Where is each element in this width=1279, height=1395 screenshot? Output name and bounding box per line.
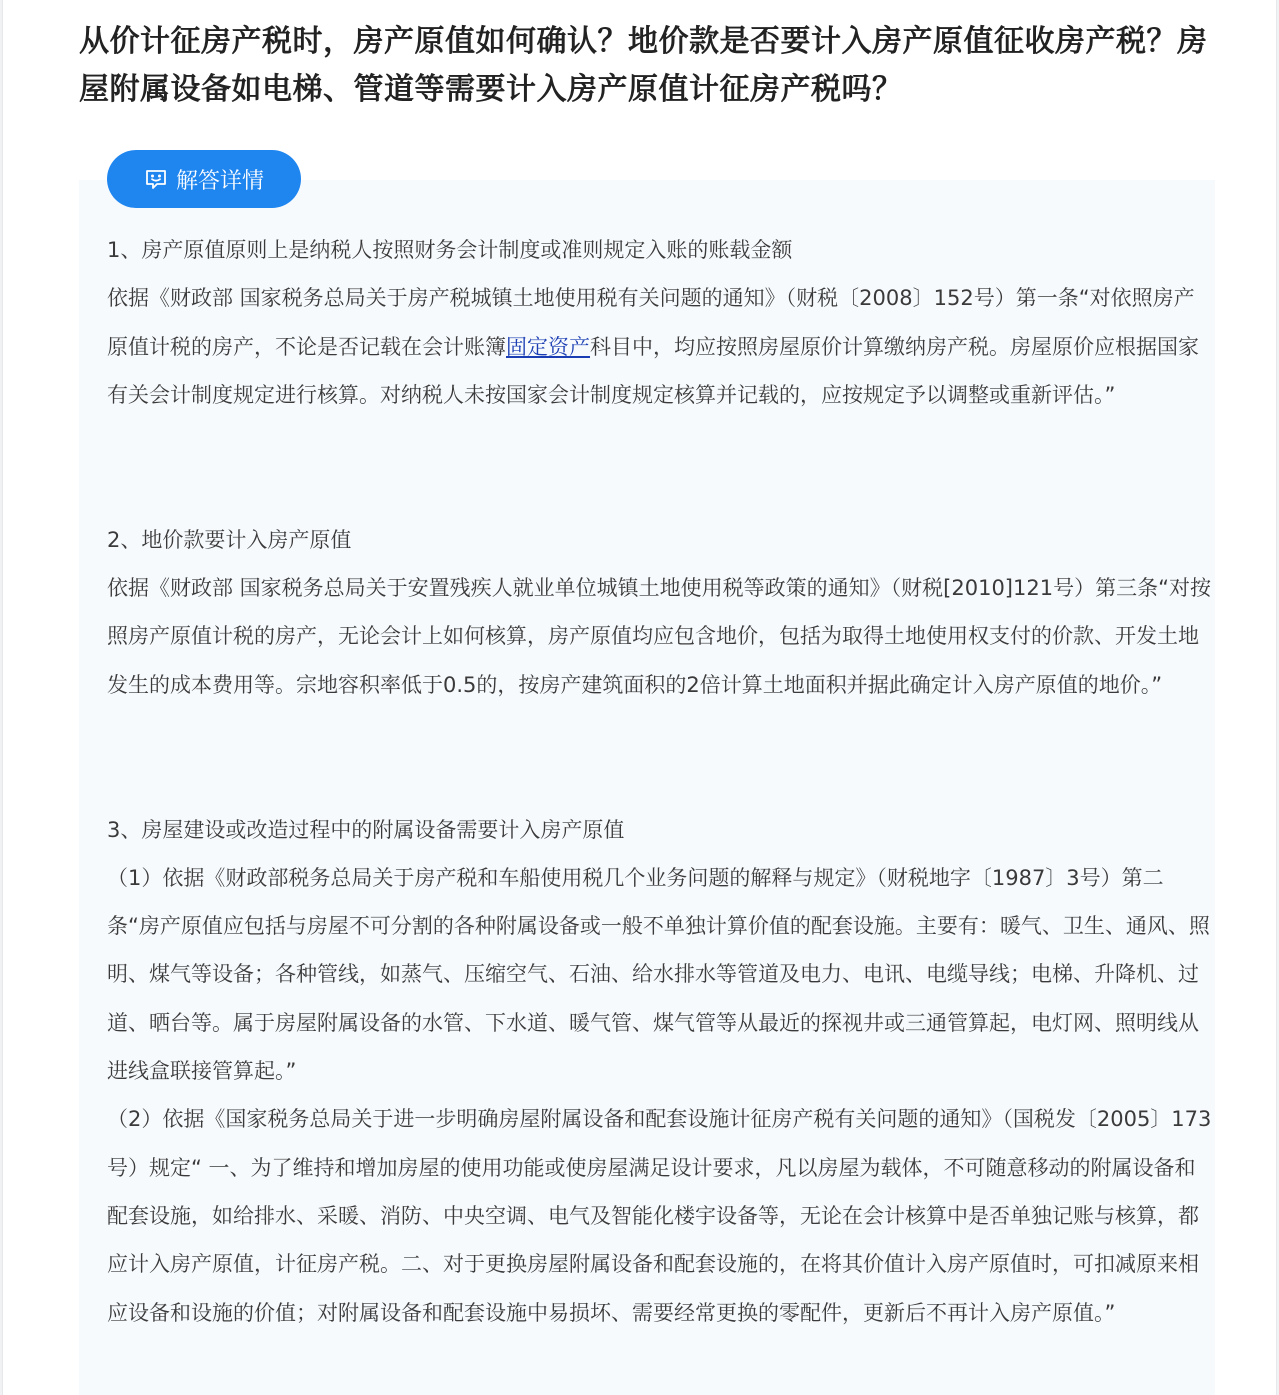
fixed-assets-link[interactable]: 固定资产 — [506, 334, 590, 359]
blank-line — [107, 467, 1213, 515]
blank-line — [107, 419, 1213, 467]
answer-content — [107, 226, 1213, 1337]
question-title: 从价计征房产税时，房产原值如何确认？地价款是否要计入房产原值征收房产税？房屋附属设备如电梯、管道等需要计入房产原值计征房产税吗？ — [79, 24, 1208, 107]
answer-detail-tab[interactable] — [107, 150, 301, 208]
page — [2, 0, 1277, 1395]
section-3-paragraph-2: （2）依据《国家税务总局关于进一步明确房屋附属设备和配套设施计征房产税有关问题的通知》（国税发〔2005〕173号）规定“ 一、为了维持和增加房屋的使用功能或使房屋满足设计要求，凡以房屋为载体，不可随意移动的附属设备和配套设施，如给排水、采暖、消防、中央空调、电气及智能化楼宇设备等，无论在会计核算中是否单独记账与核算，都应计入房产原值，计征房产税。二、对于更换房屋附属设备和配套设施的，在将其价值计入房产原值时，可扣减原来相应设备和设施的价值；对附属设备和配套设施中易损坏、需要经常更换的零配件，更新后不再计入房产原值。” — [107, 1107, 1212, 1325]
section-1-body-text-a: 依据《财政部 国家税务总局关于房产税城镇土地使用税有关问题的通知》（财税〔2008〕152号）第一条“对依照房产原值计税的房产，不论是否记载在会计账簿 — [107, 286, 1195, 359]
blank-line — [107, 757, 1213, 805]
chat-smile-icon — [144, 167, 168, 191]
section-2-heading: 2、地价款要计入房产原值 — [107, 527, 352, 552]
section-1-body-text-b: 科目中，均应按照房屋原价计算缴纳房产税。房屋原价应根据国家有关会计制度规定进行核算。对纳税人未按国家会计制度规定核算并记载的，应按规定予以调整或重新评估。” — [107, 334, 1199, 407]
section-2-body: 依据《财政部 国家税务总局关于安置残疾人就业单位城镇土地使用税等政策的通知》（财税[2010]121号）第三条“对按照房产原值计税的房产，无论会计上如何核算，房产原值均应包含地价，包括为取得土地使用权支付的价款、开发土地发生的成本费用等。宗地容积率低于0.5的，按房产建筑面积的2倍计算土地面积并据此确定计入房产原值的地价。” — [107, 576, 1211, 697]
section-1-body — [107, 274, 1213, 419]
section-1-heading: 1、房产原值原则上是纳税人按照财务会计制度或准则规定入账的账载金额 — [107, 238, 793, 262]
section-3-heading: 3、房屋建设或改造过程中的附属设备需要计入房产原值 — [107, 817, 625, 842]
section-3-paragraph-1: （1）依据《财政部税务总局关于房产税和车船使用税几个业务问题的解释与规定》（财税地字〔1987〕3号）第二条“房产原值应包括与房屋不可分割的各种附属设备或一般不单独计算价值的配套设施。主要有：暖气、卫生、通风、照明、煤气等设备；各种管线，如蒸气、压缩空气、石油、给水排水等管道及电力、电讯、电缆导线；电梯、升降机、过道、晒台等。属于房屋附属设备的水管、下水道、暖气管、煤气管等从最近的探视井或三通管算起，电灯网、照明线从进线盒联接管算起。” — [107, 865, 1210, 1084]
answer-detail-tab-label: 解答详情 — [175, 168, 264, 194]
blank-line — [107, 709, 1213, 757]
